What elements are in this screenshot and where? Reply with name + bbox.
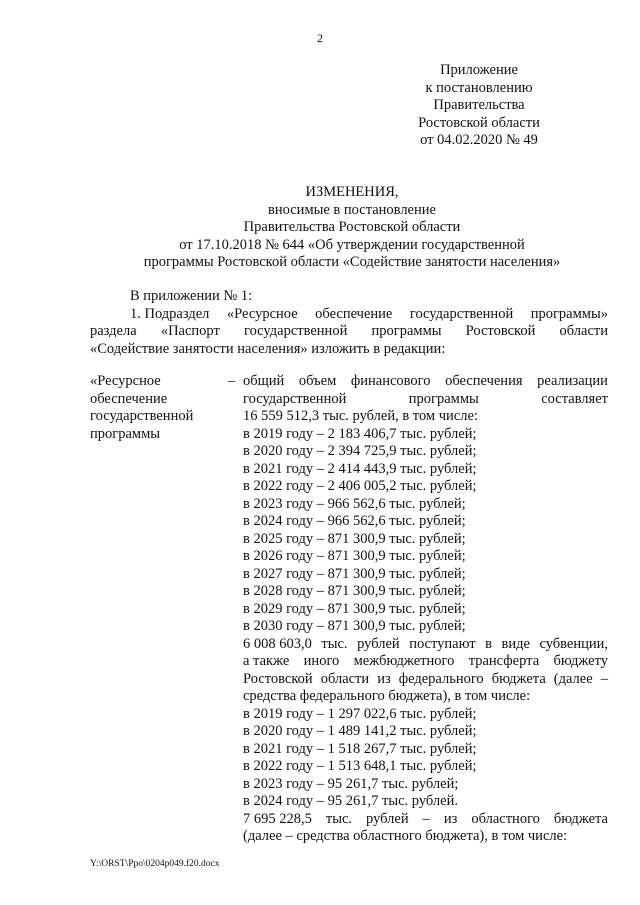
word: бюджету [553, 653, 608, 669]
word: – [422, 810, 430, 827]
federal-year-line: в 2023 году – 95 261,7 тыс. рублей; [243, 775, 459, 792]
word: составляет [541, 390, 608, 407]
word: государственной [243, 323, 348, 339]
word: программы [371, 323, 442, 339]
word: раздела [90, 323, 137, 339]
file-path-footer: Y:\ORST\Ppo\0204p049.f20.docx [90, 859, 220, 869]
total-year-line: в 2021 году – 2 414 443,9 тыс. рублей; [243, 460, 477, 477]
intro-line-justified [90, 323, 608, 341]
total-year-line: в 2023 году – 966 562,6 тыс. рублей; [243, 495, 466, 512]
content-line-justified [243, 671, 608, 689]
federal-year-line: в 2019 году – 1 297 022,6 тыс. рублей; [243, 705, 477, 722]
federal-year-line: в 2024 году – 95 261,7 тыс. рублей. [243, 793, 458, 809]
heading-line: программы Ростовской области «Содействие занятости населения» [143, 254, 561, 270]
document-heading [96, 184, 608, 272]
word: реализации [537, 373, 608, 389]
word: обеспечения [445, 373, 523, 389]
word: государственной [409, 305, 514, 322]
total-year-line: в 2019 году – 2 183 406,7 тыс. рублей; [243, 425, 477, 442]
total-amount: 16 559 512,3 тыс. рублей, в том числе: [243, 408, 478, 424]
word: областного [471, 810, 540, 827]
word: программы [408, 390, 479, 407]
word: из [443, 810, 458, 827]
word: трансферта [468, 653, 540, 669]
word: «Паспорт [160, 323, 220, 339]
word: объем [298, 373, 337, 389]
intro-line: «Содействие занятости населения» изложить в редакции: [90, 340, 446, 357]
appendix-line: Ростовской области [418, 114, 540, 131]
content-line-justified [243, 636, 608, 654]
word: виде [501, 635, 530, 652]
word: рублей [366, 810, 409, 827]
appendix-date: от 04.02.2020 № 49 [420, 132, 538, 148]
resource-label [90, 373, 220, 443]
federal-year-line: в 2022 году – 1 513 648,1 тыс. рублей; [243, 758, 477, 774]
word: бюджета [491, 670, 546, 687]
word: области [320, 670, 370, 687]
heading-line: Правительства Ростовской области [243, 219, 461, 235]
federal-year-line: в 2020 году – 1 489 141,2 тыс. рублей; [243, 723, 477, 739]
total-year-line: в 2025 году – 871 300,9 тыс. рублей; [243, 530, 466, 547]
appendix-line: к постановлению [425, 79, 533, 96]
word: области [559, 323, 608, 339]
regional-line: (далее – средства областного бюджета), в том числе: [243, 828, 568, 844]
label-line: программы [90, 425, 160, 442]
total-year-line: в 2024 году – 966 562,6 тыс. рублей; [243, 513, 466, 529]
intro-line: В приложении № 1: [130, 288, 253, 304]
label-line: государственной [90, 408, 194, 424]
page-number: 2 [317, 31, 323, 45]
word: – [600, 670, 608, 687]
word: общий [243, 373, 285, 389]
word: Ростовской [465, 323, 536, 339]
label-line: «Ресурсное [90, 373, 161, 389]
total-year-line: в 2026 году – 871 300,9 тыс. рублей; [243, 548, 466, 564]
word: 6 008 603,0 [243, 635, 312, 652]
intro-line-justified [90, 306, 608, 324]
content-line-justified [243, 811, 608, 829]
word: рублей [357, 635, 400, 652]
content-line-justified [243, 373, 608, 391]
word: финансового [350, 373, 431, 389]
word: федерального [398, 670, 484, 687]
heading-line: от 17.10.2018 № 644 «Об утверждении государственной [179, 236, 525, 253]
federal-year-line: в 2021 году – 1 518 267,7 тыс. рублей; [243, 740, 477, 757]
appendix-line: Правительства [433, 97, 525, 113]
word: тыс. [325, 810, 353, 827]
total-year-line: в 2020 году – 2 394 725,9 тыс. рублей; [243, 443, 477, 459]
word: «Ресурсное [226, 305, 298, 322]
word: межбюджетного [353, 653, 455, 669]
heading-line: вносимые в постановление [268, 201, 436, 218]
federal-line: средства федерального бюджета), в том числе: [243, 688, 531, 704]
appendix-block [379, 62, 579, 150]
total-year-line: в 2022 году – 2 406 005,2 тыс. рублей; [243, 478, 477, 494]
appendix-line: Приложение [440, 62, 518, 78]
word: обеспечение [315, 305, 393, 322]
word: бюджета [553, 810, 608, 827]
word: иного [303, 653, 340, 669]
word: в [485, 635, 492, 652]
label-dash: – [228, 373, 236, 389]
word: 1. Подраздел [130, 305, 210, 322]
word: субвенции, [539, 635, 608, 652]
document-title: ИЗМЕНЕНИЯ, [305, 184, 399, 200]
word: 7 695 228,5 [243, 810, 312, 827]
word: а также [243, 653, 290, 669]
word: Ростовской [243, 670, 313, 687]
total-year-line: в 2030 году – 871 300,9 тыс. рублей; [243, 618, 466, 634]
word: государственной [243, 390, 347, 407]
content-line-justified [243, 391, 608, 409]
content-line-justified [243, 653, 608, 671]
label-line: обеспечение [90, 390, 168, 407]
word: программы» [530, 305, 608, 322]
word: из [377, 670, 391, 687]
total-year-line: в 2027 году – 871 300,9 тыс. рублей; [243, 565, 466, 582]
total-year-line: в 2028 году – 871 300,9 тыс. рублей; [243, 583, 466, 599]
total-year-line: в 2029 году – 871 300,9 тыс. рублей; [243, 600, 466, 617]
word: (далее [553, 670, 593, 687]
word: тыс. [321, 635, 348, 652]
intro-paragraph [90, 288, 608, 358]
resource-content [243, 373, 608, 846]
word: поступают [409, 635, 476, 652]
